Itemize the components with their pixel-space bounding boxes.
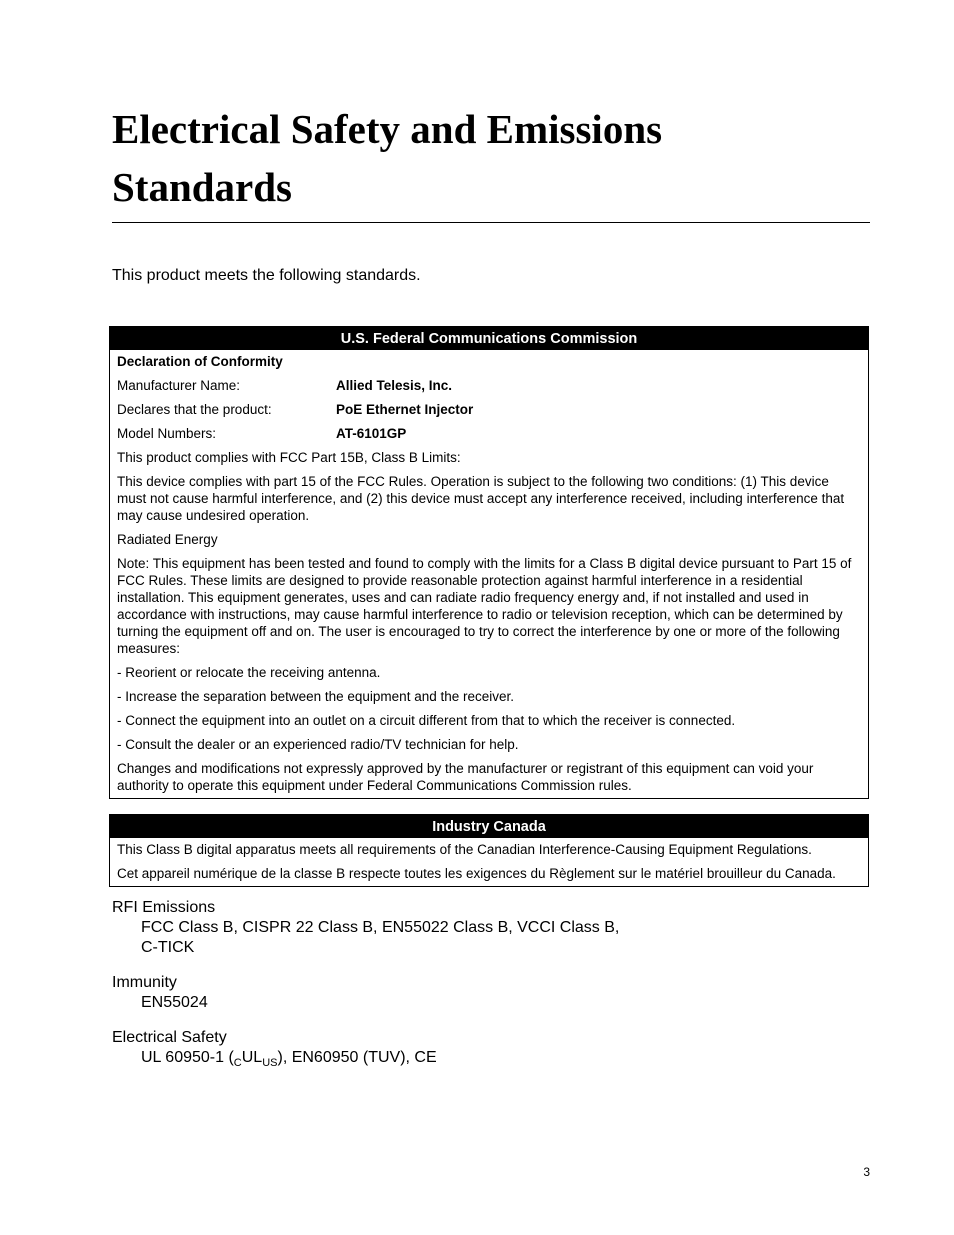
ic-header: Industry Canada bbox=[110, 815, 869, 839]
table-row bbox=[110, 374, 869, 398]
manufacturer-label: Manufacturer Name: bbox=[117, 378, 241, 393]
fcc-note: Note: This equipment has been tested and found to comply with the limits for a Class B digital device pursuant to Part 15 of FCC Rules. These limits are designed to provide reasonable protection against harmful interference in a residential installation. This equipment generates, uses and can radiate radio frequency energy and, if not installed and used in accordance with instructions, may cause harmful interference to radio or television reception, which can be determined by turning the equipment off and on. The user is encouraged to try to correct the interference by one or more of the following measures: bbox=[117, 556, 852, 656]
manufacturer-value: Allied Telesis, Inc. bbox=[336, 378, 453, 393]
immunity-section bbox=[112, 973, 870, 1013]
safety-section bbox=[112, 1028, 870, 1068]
fcc-part15: This device complies with part 15 of the FCC Rules. Operation is subject to the following two conditions: (1) This device must not cause harmful interference, and (2) this device must accept any interference received, including interference that may cause undesired operation. bbox=[117, 474, 845, 523]
list-item: - Reorient or relocate the receiving antenna. bbox=[117, 665, 381, 680]
immunity-label: Immunity bbox=[112, 974, 177, 991]
model-label: Model Numbers: bbox=[117, 426, 217, 441]
industry-canada-table bbox=[109, 814, 869, 887]
fcc-complies: This product complies with FCC Part 15B, Class B Limits: bbox=[117, 450, 461, 465]
fcc-declaration: Declaration of Conformity bbox=[117, 354, 283, 369]
safety-suffix: ), EN60950 (TUV), CE bbox=[277, 1049, 437, 1066]
page-number: 3 bbox=[863, 1165, 870, 1179]
immunity-value: EN55024 bbox=[141, 994, 208, 1011]
title-line-2: Standards bbox=[112, 164, 293, 210]
safety-sub-us: US bbox=[262, 1057, 278, 1069]
table-row bbox=[110, 398, 869, 422]
fcc-changes: Changes and modifications not expressly approved by the manufacturer or registrant of this equipment can void your authority to operate this equipment under Federal Communications Commission rules. bbox=[117, 761, 814, 793]
safety-sub-c: C bbox=[233, 1057, 242, 1069]
safety-value bbox=[112, 1048, 870, 1068]
ic-french: Cet appareil numérique de la classe B respecte toutes les exigences du Règlement sur le matériel brouilleur du Canada. bbox=[117, 866, 836, 881]
intro-text: This product meets the following standards. bbox=[112, 267, 421, 284]
table-row bbox=[110, 422, 869, 446]
rfi-label: RFI Emissions bbox=[112, 899, 216, 916]
ic-english: This Class B digital apparatus meets all requirements of the Canadian Interference-Causing Equipment Regulations. bbox=[117, 842, 812, 857]
product-value: PoE Ethernet Injector bbox=[336, 402, 474, 417]
rfi-value-1: FCC Class B, CISPR 22 Class B, EN55022 Class B, VCCI Class B, bbox=[141, 919, 620, 936]
list-item: - Consult the dealer or an experienced radio/TV technician for help. bbox=[117, 737, 519, 752]
title-line-1: Electrical Safety and Emissions bbox=[112, 106, 663, 152]
safety-label: Electrical Safety bbox=[112, 1029, 227, 1046]
standards-list bbox=[112, 898, 870, 1068]
fcc-header: U.S. Federal Communications Commission bbox=[110, 327, 869, 351]
fcc-table bbox=[109, 326, 869, 799]
list-item: - Increase the separation between the equipment and the receiver. bbox=[117, 689, 515, 704]
list-item: - Connect the equipment into an outlet on a circuit different from that to which the receiver is connected. bbox=[117, 713, 736, 728]
safety-prefix: UL 60950-1 ( bbox=[141, 1049, 234, 1066]
model-value: AT-6101GP bbox=[336, 426, 407, 441]
rfi-value-2: C-TICK bbox=[141, 939, 195, 956]
product-label: Declares that the product: bbox=[117, 402, 272, 417]
rfi-section bbox=[112, 898, 870, 958]
page bbox=[112, 100, 870, 1083]
safety-ul: UL bbox=[241, 1049, 263, 1066]
page-title bbox=[112, 100, 870, 223]
fcc-radiated: Radiated Energy bbox=[117, 532, 218, 547]
